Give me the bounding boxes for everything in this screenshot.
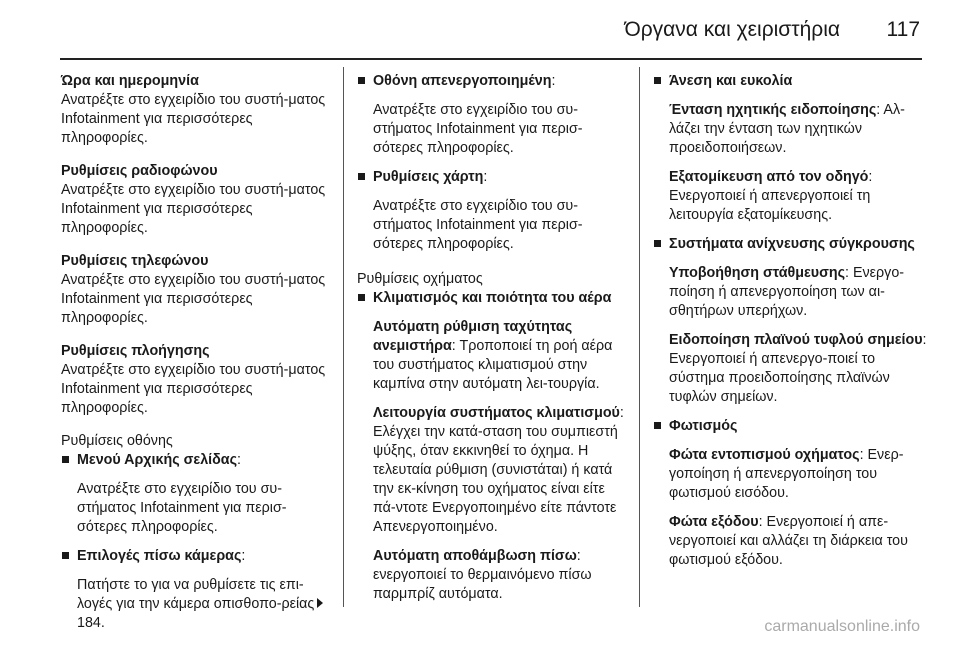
sub-item-label: Φώτα εντοπισμού οχήματος [669, 447, 860, 463]
bullet-item: Μενού Αρχικής σελίδας: [61, 451, 331, 470]
sub-item-label: Ένταση ηχητικής ειδοποίησης [669, 102, 877, 118]
sub-item-text: : ενεργοποιεί το θερμαινόμενο πίσω παρμπρίζ αυτόματα. [373, 548, 592, 602]
sub-item-label: Υποβοήθηση στάθμευσης [669, 265, 846, 281]
reference-arrow-icon [317, 598, 323, 608]
sub-item-text: : Ενεργο-ποίηση ή απενεργοποίηση των αι-σθητήρων υπερήχων. [669, 265, 905, 319]
bullet-label: Κλιματισμός και ποιότητα του αέρα [373, 290, 612, 306]
section-text: Ανατρέξτε στο εγχειρίδιο του συστή-ματος Infotainment για περισσότερες πληροφορίες. [61, 362, 326, 416]
bullet-text: Ανατρέξτε στο εγχειρίδιο του συ-στήματος Infotainment για περισ-σότερες πληροφορίες. [373, 102, 583, 156]
sub-item-text: : Ενεργοποιεί ή απενεργο-ποιεί το σύστημα προειδοποίησης πλαϊνών τυφλών σημείων. [669, 332, 927, 405]
sub-item [357, 318, 629, 394]
watermark: carmanualsonline.info [764, 618, 920, 635]
page-number: 117 [886, 18, 920, 41]
sub-item-label: Ειδοποίηση πλαϊνού τυφλού σημείου [669, 332, 923, 348]
sub-item-text: : Ενερ-γοποίηση ή απενεργοποίηση του φωτισμού εισόδου. [669, 447, 904, 501]
bullet-label: Μενού Αρχικής σελίδας [77, 452, 238, 468]
bullet-label: Φωτισμός [669, 418, 738, 434]
sub-item-text: : Ενεργοποιεί ή απενεργοποιεί τη λειτουργία εξατομίκευσης. [669, 169, 873, 223]
sub-item-text: : Αλ-λάζει την ένταση των ηχητικών προειδοποιήσεων. [669, 102, 905, 156]
section-heading: Ρυθμίσεις τηλεφώνου [61, 253, 209, 269]
column-divider [343, 67, 344, 607]
bullet-label: Συστήματα ανίχνευσης σύγκρουσης [669, 236, 915, 252]
bullet-label: Επιλογές πίσω κάμερας [77, 548, 242, 564]
sub-item-text: : Ενεργοποιεί ή απε-νεργοποιεί και αλλάζει τη διάρκεια του φωτισμού εξόδου. [669, 514, 908, 568]
sub-item [357, 404, 629, 537]
bullet-text: Ανατρέξτε στο εγχειρίδιο του συ-στήματος Infotainment για περισ-σότερες πληροφορίες. [373, 198, 583, 252]
bullet-item [653, 72, 933, 91]
sub-item [653, 264, 933, 321]
section-display [61, 432, 331, 633]
bullet-label: Ρυθμίσεις χάρτη [373, 169, 484, 185]
page-header-title: Όργανα και χειριστήρια [624, 18, 840, 41]
sub-item [653, 168, 933, 225]
bullet-label: Οθόνη απενεργοποιημένη [373, 73, 552, 89]
bullet-item: Επιλογές πίσω κάμερας: [61, 547, 331, 566]
bullet-item: Οθόνη απενεργοποιημένη: [357, 72, 629, 91]
sub-item-text: : Ελέγχει την κατά-σταση του συμπιεστή ψύξης, όταν εκκινηθεί το όχημα. Η τελευταία ρύθμιση (συνιστάται) ή κατά την εκ-κίνηση του οχήματος είναι είτε πά-ντοτε Ενεργοποιημένο είτε πάντοτε Απενεργοποιημένο. [373, 405, 624, 535]
bullet-item [653, 235, 933, 254]
sub-item [653, 101, 933, 158]
section-time-date [61, 72, 331, 148]
section-heading: Ρυθμίσεις οθόνης [61, 433, 173, 449]
sub-item [653, 513, 933, 570]
sub-item-label: Φώτα εξόδου [669, 514, 759, 530]
bullet-text: Πατήστε το για να ρυθμίσετε τις επι-λογές για την κάμερα οπισθοπο-ρείας184. [61, 576, 331, 633]
sub-item [357, 547, 629, 604]
sub-item [653, 331, 933, 407]
column-3 [653, 72, 933, 580]
section-radio [61, 162, 331, 238]
section-heading: Ρυθμίσεις πλοήγησης [61, 343, 210, 359]
column-2 [357, 72, 629, 614]
section-heading: Ώρα και ημερομηνία [61, 73, 199, 89]
section-text: Ανατρέξτε στο εγχειρίδιο του συστή-ματος Infotainment για περισσότερες πληροφορίες. [61, 182, 326, 236]
page-reference[interactable]: 184. [77, 615, 105, 631]
sub-item-label: Λειτουργία συστήματος κλιματισμού [373, 405, 620, 421]
section-text: Ανατρέξτε στο εγχειρίδιο του συστή-ματος Infotainment για περισσότερες πληροφορίες. [61, 272, 326, 326]
section-heading: Ρυθμίσεις ραδιοφώνου [61, 163, 218, 179]
section-text: Ανατρέξτε στο εγχειρίδιο του συστή-ματος Infotainment για περισσότερες πληροφορίες. [61, 92, 326, 146]
column-divider [639, 67, 640, 607]
bullet-label: Άνεση και ευκολία [669, 73, 793, 89]
section-navigation [61, 342, 331, 418]
sub-item-label: Εξατομίκευση από τον οδηγό [669, 169, 869, 185]
bullet-item: Ρυθμίσεις χάρτη: [357, 168, 629, 187]
header-rule [60, 58, 922, 60]
bullet-text: Ανατρέξτε στο εγχειρίδιο του συ-στήματος Infotainment για περισ-σότερες πληροφορίες. [77, 481, 287, 535]
sub-item-label: Αυτόματη αποθάμβωση πίσω [373, 548, 577, 564]
bullet-item [653, 417, 933, 436]
sub-item [653, 446, 933, 503]
bullet-item [357, 289, 629, 308]
column-1 [61, 72, 331, 647]
section-phone [61, 252, 331, 328]
section-heading: Ρυθμίσεις οχήματος [357, 271, 483, 287]
sub-item-label: Αυτόματη ρύθμιση ταχύτητας ανεμιστήρα [373, 319, 573, 354]
sub-item-text: : Τροποποιεί τη ροή αέρα του συστήματος κλιματισμού στην καμπίνα στην αυτόματη λει-τουργία. [373, 338, 613, 392]
